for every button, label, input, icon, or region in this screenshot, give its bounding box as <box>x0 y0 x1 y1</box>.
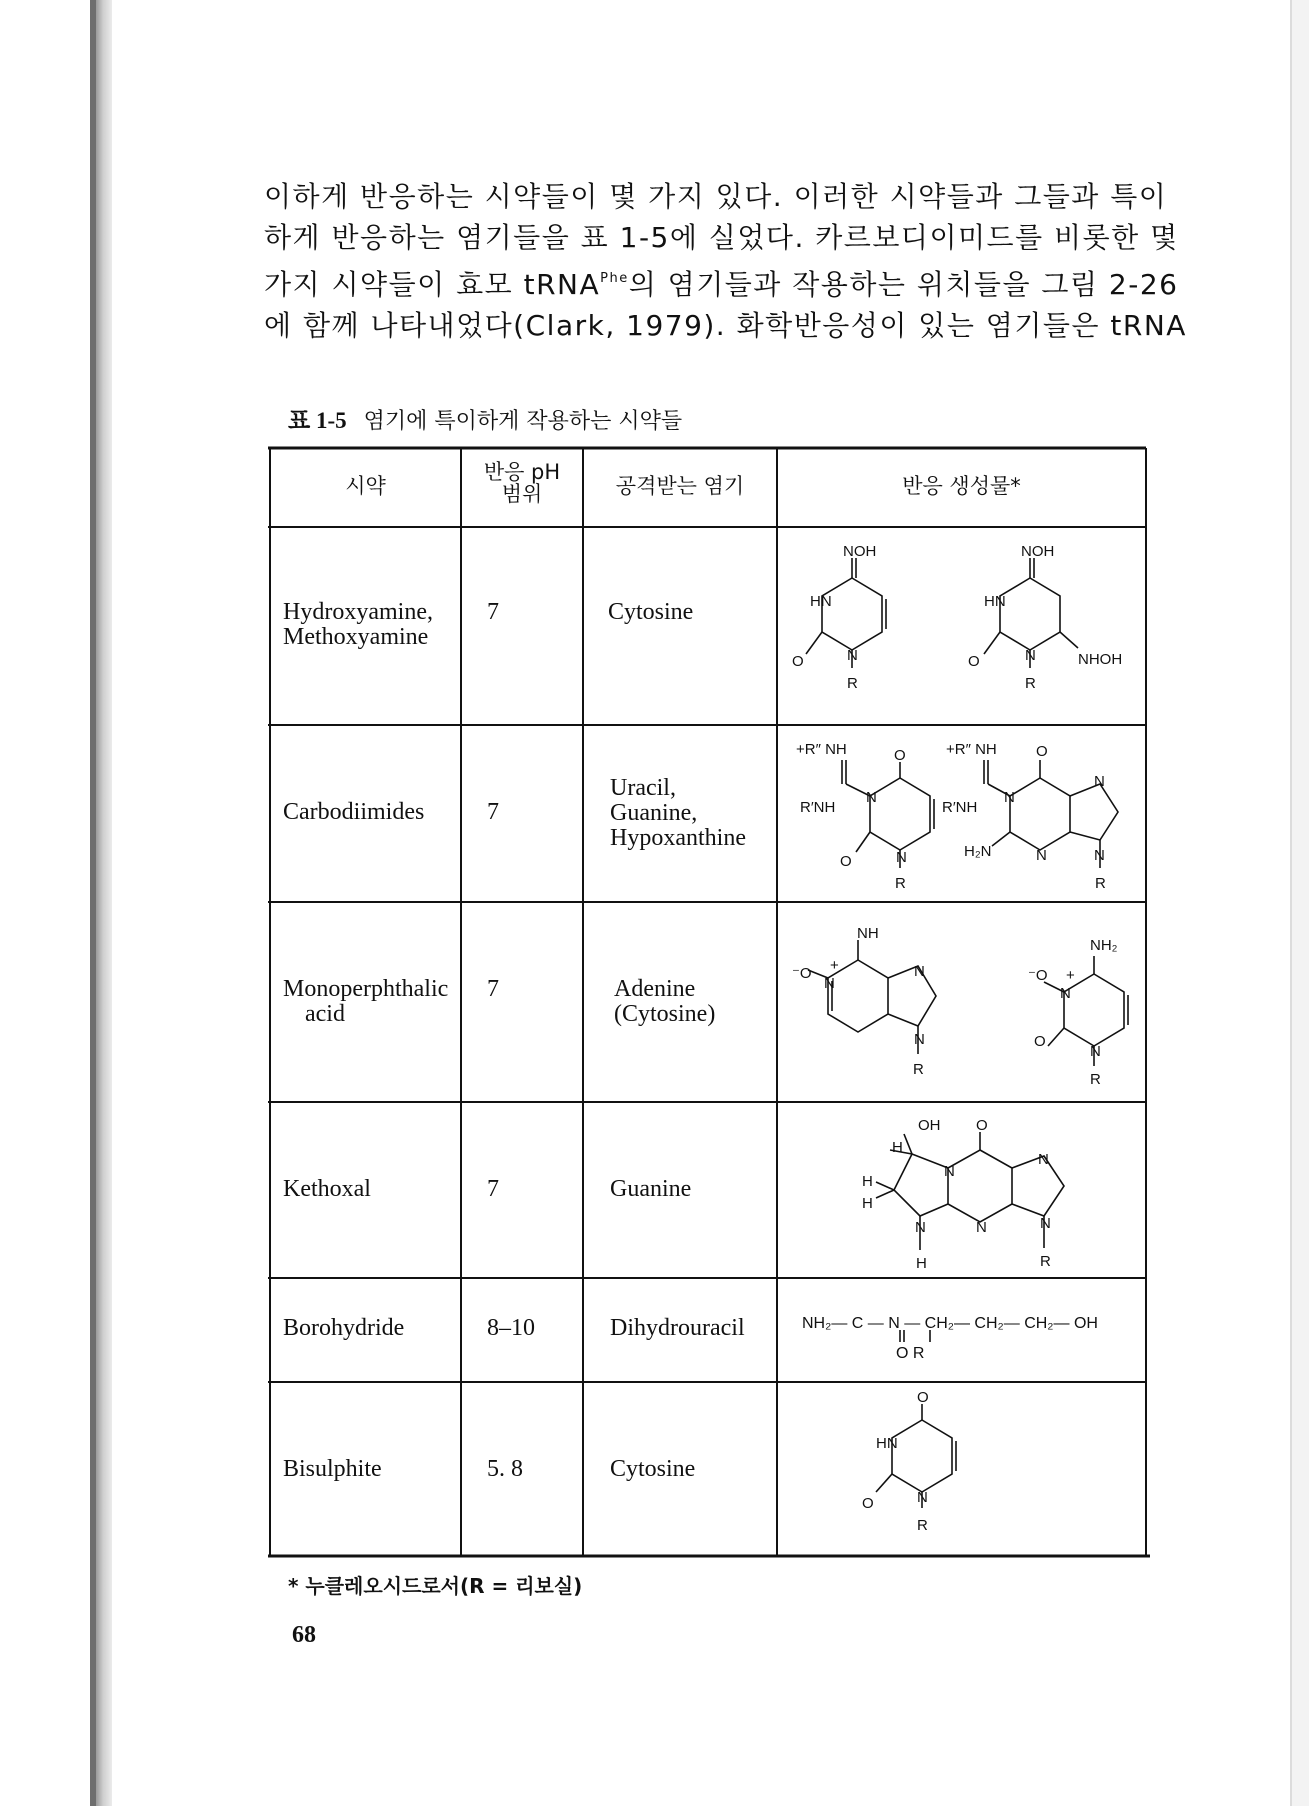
base-line: Hypoxanthine <box>610 825 746 851</box>
row4-ph: 7 <box>487 1176 499 1202</box>
paragraph-line: 이하게 반응하는 시약들이 몇 가지 있다. 이러한 시약들과 그들과 특이 <box>264 180 1168 213</box>
base-line: Uracil, <box>610 775 676 801</box>
label-n: N <box>1094 847 1105 864</box>
structure-carbodiimide-uracil <box>842 760 934 868</box>
header-product: 반응 생성물* <box>902 474 1021 498</box>
label-n: N <box>866 789 877 806</box>
label-h: H <box>862 1195 873 1212</box>
row4-base: Guanine <box>610 1176 692 1202</box>
reagent-line: acid <box>305 1001 345 1027</box>
label-n: N <box>847 647 858 664</box>
label-n: N <box>1094 773 1105 790</box>
row1-base: Cytosine <box>608 599 694 625</box>
label-n: N <box>1004 789 1015 806</box>
superscript-phe: Phe <box>600 271 629 286</box>
label-r: R <box>913 1061 924 1078</box>
structure-kethoxal-guanine <box>876 1132 1064 1250</box>
row4-reagent: Kethoxal <box>283 1176 371 1202</box>
paragraph-line: 하게 반응하는 염기들을 표 1-5에 실었다. 카르보디이미드를 비롯한 몇 <box>264 221 1179 254</box>
label-o: O <box>1034 1033 1046 1050</box>
row1-ph: 7 <box>487 599 499 625</box>
label-hn: HN <box>810 593 832 610</box>
label-r: R <box>847 675 858 692</box>
header-ph-line2: 범위 <box>501 482 543 506</box>
row6-ph: 5. 8 <box>487 1456 523 1482</box>
paragraph-line: 에 함께 나타내었다(Clark, 1979). 화학반응성이 있는 염기들은 tRNA <box>264 309 1187 342</box>
label-n: N <box>976 1219 987 1236</box>
row6-base: Cytosine <box>610 1456 696 1482</box>
label-plus: + <box>830 957 839 974</box>
base-line: Guanine, <box>610 800 698 826</box>
label-noh: NOH <box>1021 543 1055 560</box>
table-caption-title: 염기에 특이하게 작용하는 시약들 <box>363 409 683 434</box>
label-n: N <box>915 1219 926 1236</box>
label-r-prime-nh: R′NH <box>942 799 978 816</box>
table-caption-label: 표 1-5 <box>288 408 347 433</box>
label-nhoh: NHOH <box>1078 651 1123 668</box>
header-reagent: 시약 <box>345 474 386 498</box>
table-footnote: * 누클레오시드로서(R = 리보실) <box>288 1574 583 1598</box>
header-base: 공격받는 염기 <box>615 474 745 498</box>
label-o: O <box>862 1495 874 1512</box>
row5-ph: 8–10 <box>487 1315 535 1341</box>
label-r-prime-nh: R′NH <box>800 799 836 816</box>
structure-bisulphite-uracil <box>876 1404 956 1508</box>
row5-base: Dihydrouracil <box>610 1315 745 1341</box>
label-r-double-prime-nh: +R″ NH <box>946 741 997 758</box>
paragraph-fragment: 의 염기들과 작용하는 위치들을 그림 2-26 <box>628 268 1179 301</box>
row2-reagent: Carbodiimides <box>283 799 425 825</box>
label-n: N <box>914 963 925 980</box>
label-n: N <box>1090 1043 1101 1060</box>
label-borohydride-chain: NH₂— C — N — CH₂— CH₂— CH₂— OH <box>802 1315 1098 1332</box>
label-o: O <box>976 1117 988 1134</box>
label-r: R <box>1025 675 1036 692</box>
label-noh: NOH <box>843 543 877 560</box>
label-n: N <box>896 849 907 866</box>
base-line: (Cytosine) <box>614 1001 716 1027</box>
label-r: R <box>1095 875 1106 892</box>
reagent-line: Methoxyamine <box>283 624 429 650</box>
label-n: N <box>944 1163 955 1180</box>
label-n: N <box>917 1489 928 1506</box>
page-number: 68 <box>292 1622 316 1648</box>
label-n: N <box>1025 647 1036 664</box>
label-r: R <box>1040 1253 1051 1270</box>
row6-reagent: Bisulphite <box>283 1456 382 1482</box>
label-r: R <box>1090 1071 1101 1088</box>
label-borohydride-sub: O R <box>896 1345 925 1362</box>
label-o: O <box>792 653 804 670</box>
label-h: H <box>862 1173 873 1190</box>
structure-oxime-cytosine <box>806 558 886 668</box>
header-ph-line1: 반응 pH <box>483 460 561 484</box>
label-h2n: H₂N <box>964 843 992 860</box>
label-n: N <box>1060 985 1071 1002</box>
paragraph-fragment: 가지 시약들이 효모 tRNA <box>264 268 601 301</box>
label-nh: NH <box>857 925 879 942</box>
label-o: O <box>840 853 852 870</box>
label-n: N <box>824 975 835 992</box>
label-o-minus: ⁻O <box>792 965 812 982</box>
label-r-double-prime-nh: +R″ NH <box>796 741 847 758</box>
label-r: R <box>895 875 906 892</box>
label-n: N <box>914 1031 925 1048</box>
reagent-line: Hydroxyamine, <box>283 599 433 625</box>
row3-ph: 7 <box>487 976 499 1002</box>
label-nh2: NH₂ <box>1090 937 1118 954</box>
label-hn: HN <box>984 593 1006 610</box>
label-h: H <box>892 1139 903 1156</box>
label-o: O <box>894 747 906 764</box>
label-o: O <box>917 1389 929 1406</box>
row5-reagent: Borohydride <box>283 1315 405 1341</box>
label-h: H <box>916 1255 927 1272</box>
label-n: N <box>1036 847 1047 864</box>
label-r: R <box>917 1517 928 1534</box>
label-n: N <box>1038 1151 1049 1168</box>
row2-ph: 7 <box>487 799 499 825</box>
label-o: O <box>968 653 980 670</box>
structure-cytosine-n-oxide <box>1044 956 1128 1066</box>
base-line: Adenine <box>614 976 696 1002</box>
label-oh: OH <box>918 1117 941 1134</box>
label-o: O <box>1036 743 1048 760</box>
label-hn: HN <box>876 1435 898 1452</box>
label-n: N <box>1040 1215 1051 1232</box>
label-plus: + <box>1066 967 1075 984</box>
label-o-minus: ⁻O <box>1028 967 1048 984</box>
reagent-line: Monoperphthalic <box>283 976 449 1002</box>
